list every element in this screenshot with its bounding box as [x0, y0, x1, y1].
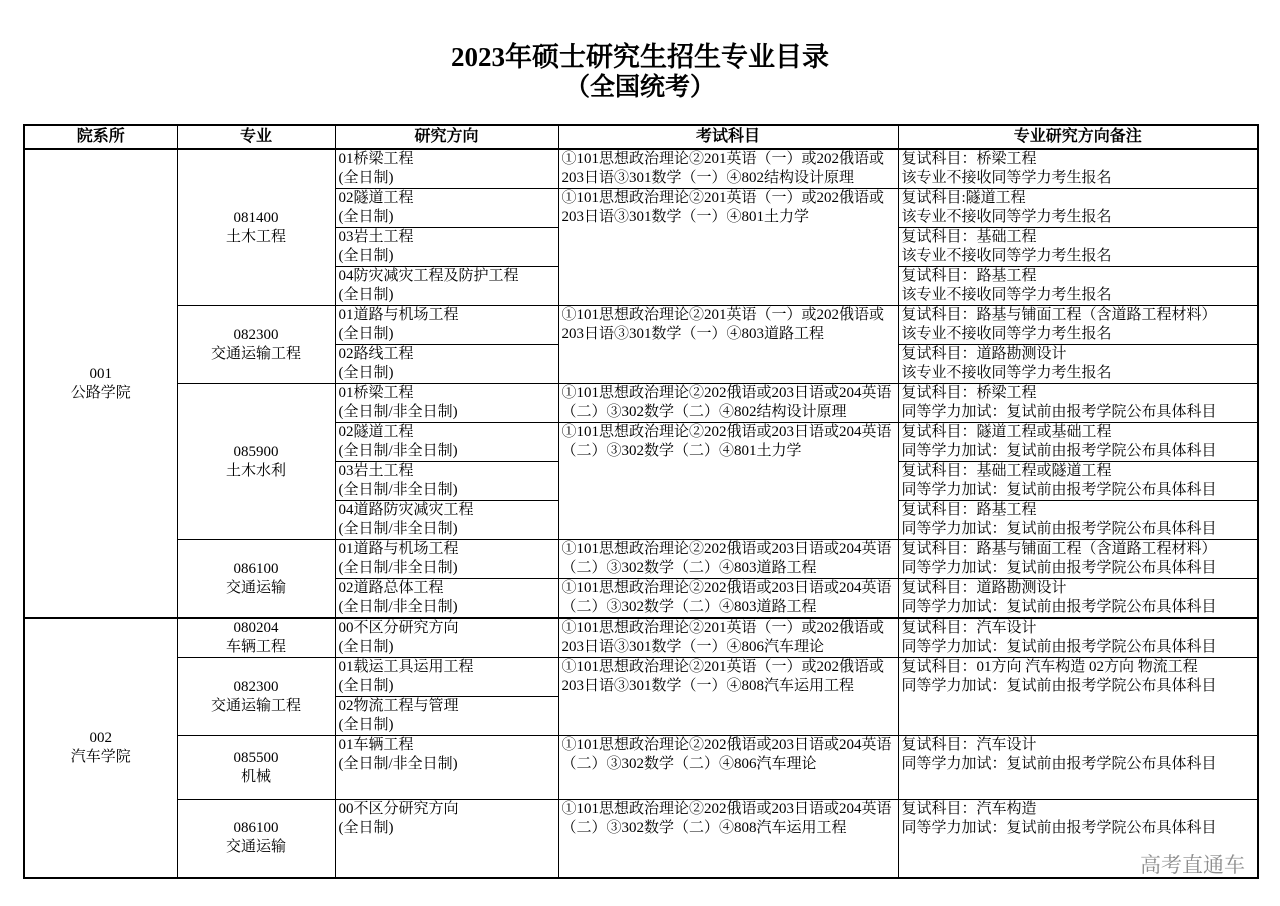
direction-name: 01道路与机场工程 — [338, 307, 459, 323]
header-major: 专业 — [177, 125, 335, 149]
exam-cell — [558, 658, 898, 736]
exam-line: （二）③302数学（二）④806汽车理论 — [561, 756, 817, 772]
exam-line: ①101思想政治理论②201英语（一）或202俄语或 — [561, 307, 885, 323]
table-row — [24, 658, 1258, 697]
study-mode: (全日制/非全日制) — [338, 482, 458, 498]
direction-cell — [335, 345, 558, 384]
notes-extra: 同等学力加试：复试前由报考学院公布具体科目 — [901, 756, 1217, 772]
notes-extra: 该专业不接收同等学力考生报名 — [901, 209, 1112, 225]
exam-line: ①101思想政治理论②201英语（一）或202俄语或 — [561, 659, 885, 675]
major-name: 土木工程 — [225, 228, 286, 245]
retest-subject: 复试科目：道路勘测设计 — [901, 580, 1067, 596]
notes-cell — [898, 267, 1258, 306]
exam-cell — [558, 800, 898, 878]
exam-cell — [558, 149, 898, 189]
exam-cell — [558, 423, 898, 540]
direction-name: 02路线工程 — [338, 346, 414, 362]
study-mode: (全日制) — [338, 248, 394, 264]
notes-extra: 该专业不接收同等学力考生报名 — [901, 287, 1112, 303]
dept-cell — [24, 618, 177, 878]
study-mode: (全日制) — [338, 717, 394, 733]
header-direction: 研究方向 — [335, 125, 558, 149]
exam-line: ①101思想政治理论②202俄语或203日语或204英语 — [561, 801, 892, 817]
exam-line: 203日语③301数学（一）④806汽车理论 — [561, 639, 825, 655]
study-mode: (全日制/非全日制) — [338, 404, 458, 420]
study-mode: (全日制/非全日制) — [338, 560, 458, 576]
retest-subject: 复试科目：桥梁工程 — [901, 151, 1037, 167]
exam-line: ①101思想政治理论②201英语（一）或202俄语或 — [561, 151, 885, 167]
major-code: 085500 — [233, 749, 279, 766]
notes-cell — [898, 189, 1258, 228]
direction-cell — [335, 462, 558, 501]
notes-cell — [898, 149, 1258, 189]
direction-name: 01桥梁工程 — [338, 385, 414, 401]
header-dept: 院系所 — [24, 125, 177, 149]
major-cell — [177, 306, 335, 384]
retest-subject: 复试科目：隧道工程或基础工程 — [901, 424, 1112, 440]
notes-cell — [898, 501, 1258, 540]
dept-name: 汽车学院 — [70, 748, 131, 765]
notes-extra: 同等学力加试：复试前由报考学院公布具体科目 — [901, 482, 1217, 498]
catalog-table — [23, 124, 1259, 879]
direction-name: 01道路与机场工程 — [338, 541, 459, 557]
notes-extra: 同等学力加试：复试前由报考学院公布具体科目 — [901, 521, 1217, 537]
notes-cell — [898, 228, 1258, 267]
exam-cell — [558, 384, 898, 423]
direction-cell — [335, 267, 558, 306]
major-code: 086100 — [233, 820, 279, 837]
study-mode: (全日制) — [338, 639, 394, 655]
retest-subject: 复试科目：路基与铺面工程（含道路工程材料） — [901, 307, 1217, 323]
study-mode: (全日制/非全日制) — [338, 756, 458, 772]
exam-line: （二）③302数学（二）④802结构设计原理 — [561, 404, 847, 420]
exam-line: （二）③302数学（二）④808汽车运用工程 — [561, 820, 847, 836]
direction-name: 01车辆工程 — [338, 737, 414, 753]
notes-cell — [898, 579, 1258, 619]
retest-subject: 复试科目：路基工程 — [901, 268, 1037, 284]
direction-cell — [335, 423, 558, 462]
notes-cell — [898, 384, 1258, 423]
study-mode: (全日制/非全日制) — [338, 443, 458, 459]
major-code: 085900 — [233, 443, 279, 460]
direction-name: 03岩土工程 — [338, 463, 414, 479]
page-title: 2023年硕士研究生招生专业目录 — [451, 42, 829, 72]
exam-cell — [558, 736, 898, 800]
major-name: 土木水利 — [225, 462, 286, 479]
notes-extra: 同等学力加试：复试前由报考学院公布具体科目 — [901, 639, 1217, 655]
table-row — [24, 384, 1258, 423]
exam-line: ①101思想政治理论②202俄语或203日语或204英语 — [561, 424, 892, 440]
direction-cell — [335, 540, 558, 579]
table-row — [24, 618, 1258, 658]
direction-name: 00不区分研究方向 — [338, 801, 459, 817]
direction-cell — [335, 618, 558, 658]
header-row — [24, 125, 1258, 149]
direction-cell — [335, 736, 558, 800]
study-mode: (全日制) — [338, 365, 394, 381]
dept-code: 001 — [89, 365, 112, 382]
exam-line: ①101思想政治理论②202俄语或203日语或204英语 — [561, 541, 892, 557]
dept-name: 公路学院 — [70, 384, 131, 401]
retest-subject: 复试科目：01方向 汽车构造 02方向 物流工程 — [901, 659, 1198, 675]
major-name: 机械 — [240, 768, 271, 785]
major-cell — [177, 384, 335, 540]
exam-line: （二）③302数学（二）④803道路工程 — [561, 599, 817, 615]
major-code: 082300 — [233, 678, 279, 695]
exam-cell — [558, 306, 898, 384]
study-mode: (全日制) — [338, 209, 394, 225]
direction-name: 04道路防灾减灾工程 — [338, 502, 474, 518]
exam-cell — [558, 579, 898, 619]
study-mode: (全日制) — [338, 678, 394, 694]
direction-cell — [335, 697, 558, 736]
major-code: 086100 — [233, 560, 279, 577]
major-cell — [177, 800, 335, 878]
notes-extra: 同等学力加试：复试前由报考学院公布具体科目 — [901, 560, 1217, 576]
major-code: 082300 — [233, 326, 279, 343]
study-mode: (全日制) — [338, 326, 394, 342]
retest-subject: 复试科目：路基工程 — [901, 502, 1037, 518]
study-mode: (全日制) — [338, 820, 394, 836]
exam-line: （二）③302数学（二）④803道路工程 — [561, 560, 817, 576]
direction-cell — [335, 658, 558, 697]
direction-name: 01桥梁工程 — [338, 151, 414, 167]
major-code: 081400 — [233, 209, 279, 226]
retest-subject: 复试科目：汽车设计 — [901, 620, 1037, 636]
retest-subject: 复试科目：路基与铺面工程（含道路工程材料） — [901, 541, 1217, 557]
retest-subject: 复试科目：汽车构造 — [901, 801, 1037, 817]
table-row — [24, 149, 1258, 189]
notes-extra: 同等学力加试：复试前由报考学院公布具体科目 — [901, 404, 1217, 420]
exam-line: ①101思想政治理论②201英语（一）或202俄语或 — [561, 620, 885, 636]
table-row — [24, 306, 1258, 345]
direction-name: 04防灾减灾工程及防护工程 — [338, 268, 519, 284]
notes-cell — [898, 658, 1258, 736]
exam-cell — [558, 540, 898, 579]
major-cell — [177, 540, 335, 619]
direction-cell — [335, 384, 558, 423]
study-mode: (全日制) — [338, 170, 394, 186]
dept-code: 002 — [89, 729, 112, 746]
retest-subject: 复试科目：汽车设计 — [901, 737, 1037, 753]
exam-line: 203日语③301数学（一）④801土力学 — [561, 209, 810, 225]
major-name: 车辆工程 — [225, 639, 286, 655]
exam-line: ①101思想政治理论②202俄语或203日语或204英语 — [561, 385, 892, 401]
major-name: 交通运输工程 — [210, 697, 301, 714]
notes-extra: 该专业不接收同等学力考生报名 — [901, 326, 1112, 342]
study-mode: (全日制/非全日制) — [338, 599, 458, 615]
table-row — [24, 800, 1258, 878]
notes-extra: 该专业不接收同等学力考生报名 — [901, 170, 1112, 186]
direction-name: 02隧道工程 — [338, 424, 414, 440]
exam-cell — [558, 618, 898, 658]
header-exam: 考试科目 — [558, 125, 898, 149]
major-cell — [177, 658, 335, 736]
direction-name: 02隧道工程 — [338, 190, 414, 206]
direction-cell — [335, 189, 558, 228]
direction-name: 02道路总体工程 — [338, 580, 444, 596]
header-notes: 专业研究方向备注 — [898, 125, 1258, 149]
notes-cell — [898, 736, 1258, 800]
retest-subject: 复试科目：基础工程或隧道工程 — [901, 463, 1112, 479]
exam-cell — [558, 189, 898, 306]
exam-line: （二）③302数学（二）④801土力学 — [561, 443, 802, 459]
direction-cell — [335, 579, 558, 619]
study-mode: (全日制) — [338, 287, 394, 303]
direction-name: 01载运工具运用工程 — [338, 659, 474, 675]
notes-extra: 同等学力加试：复试前由报考学院公布具体科目 — [901, 820, 1217, 836]
major-name: 交通运输 — [225, 579, 286, 596]
notes-extra: 同等学力加试：复试前由报考学院公布具体科目 — [901, 678, 1217, 694]
exam-line: 203日语③301数学（一）④802结构设计原理 — [561, 170, 855, 186]
major-cell — [177, 618, 335, 658]
notes-cell — [898, 345, 1258, 384]
direction-cell — [335, 228, 558, 267]
notes-cell — [898, 540, 1258, 579]
notes-extra: 该专业不接收同等学力考生报名 — [901, 248, 1112, 264]
major-name: 交通运输 — [225, 839, 286, 856]
major-name: 交通运输工程 — [210, 345, 301, 362]
exam-line: ①101思想政治理论②202俄语或203日语或204英语 — [561, 580, 892, 596]
exam-line: ①101思想政治理论②201英语（一）或202俄语或 — [561, 190, 885, 206]
retest-subject: 复试科目：基础工程 — [901, 229, 1037, 245]
table-row — [24, 736, 1258, 800]
direction-cell — [335, 306, 558, 345]
notes-extra: 该专业不接收同等学力考生报名 — [901, 365, 1112, 381]
major-cell — [177, 736, 335, 800]
watermark: 高考直通车 — [1140, 853, 1245, 877]
notes-extra: 同等学力加试：复试前由报考学院公布具体科目 — [901, 443, 1217, 459]
direction-cell — [335, 149, 558, 189]
direction-cell — [335, 800, 558, 878]
dept-cell — [24, 149, 177, 618]
study-mode: (全日制/非全日制) — [338, 521, 458, 537]
notes-cell — [898, 462, 1258, 501]
notes-cell — [898, 423, 1258, 462]
notes-cell — [898, 306, 1258, 345]
retest-subject: 复试科目：桥梁工程 — [901, 385, 1037, 401]
direction-name: 02物流工程与管理 — [338, 698, 459, 714]
exam-line: 203日语③301数学（一）④803道路工程 — [561, 326, 825, 342]
retest-subject: 复试科目:隧道工程 — [901, 190, 1026, 206]
direction-name: 03岩土工程 — [338, 229, 414, 245]
retest-subject: 复试科目：道路勘测设计 — [901, 346, 1067, 362]
notes-extra: 同等学力加试：复试前由报考学院公布具体科目 — [901, 599, 1217, 615]
direction-cell — [335, 501, 558, 540]
direction-name: 00不区分研究方向 — [338, 620, 459, 636]
major-cell — [177, 149, 335, 306]
table-row — [24, 540, 1258, 579]
page-subtitle: （全国统考） — [564, 74, 715, 101]
notes-cell — [898, 618, 1258, 658]
major-code: 080204 — [233, 620, 279, 636]
exam-line: ①101思想政治理论②202俄语或203日语或204英语 — [561, 737, 892, 753]
exam-line: 203日语③301数学（一）④808汽车运用工程 — [561, 678, 855, 694]
